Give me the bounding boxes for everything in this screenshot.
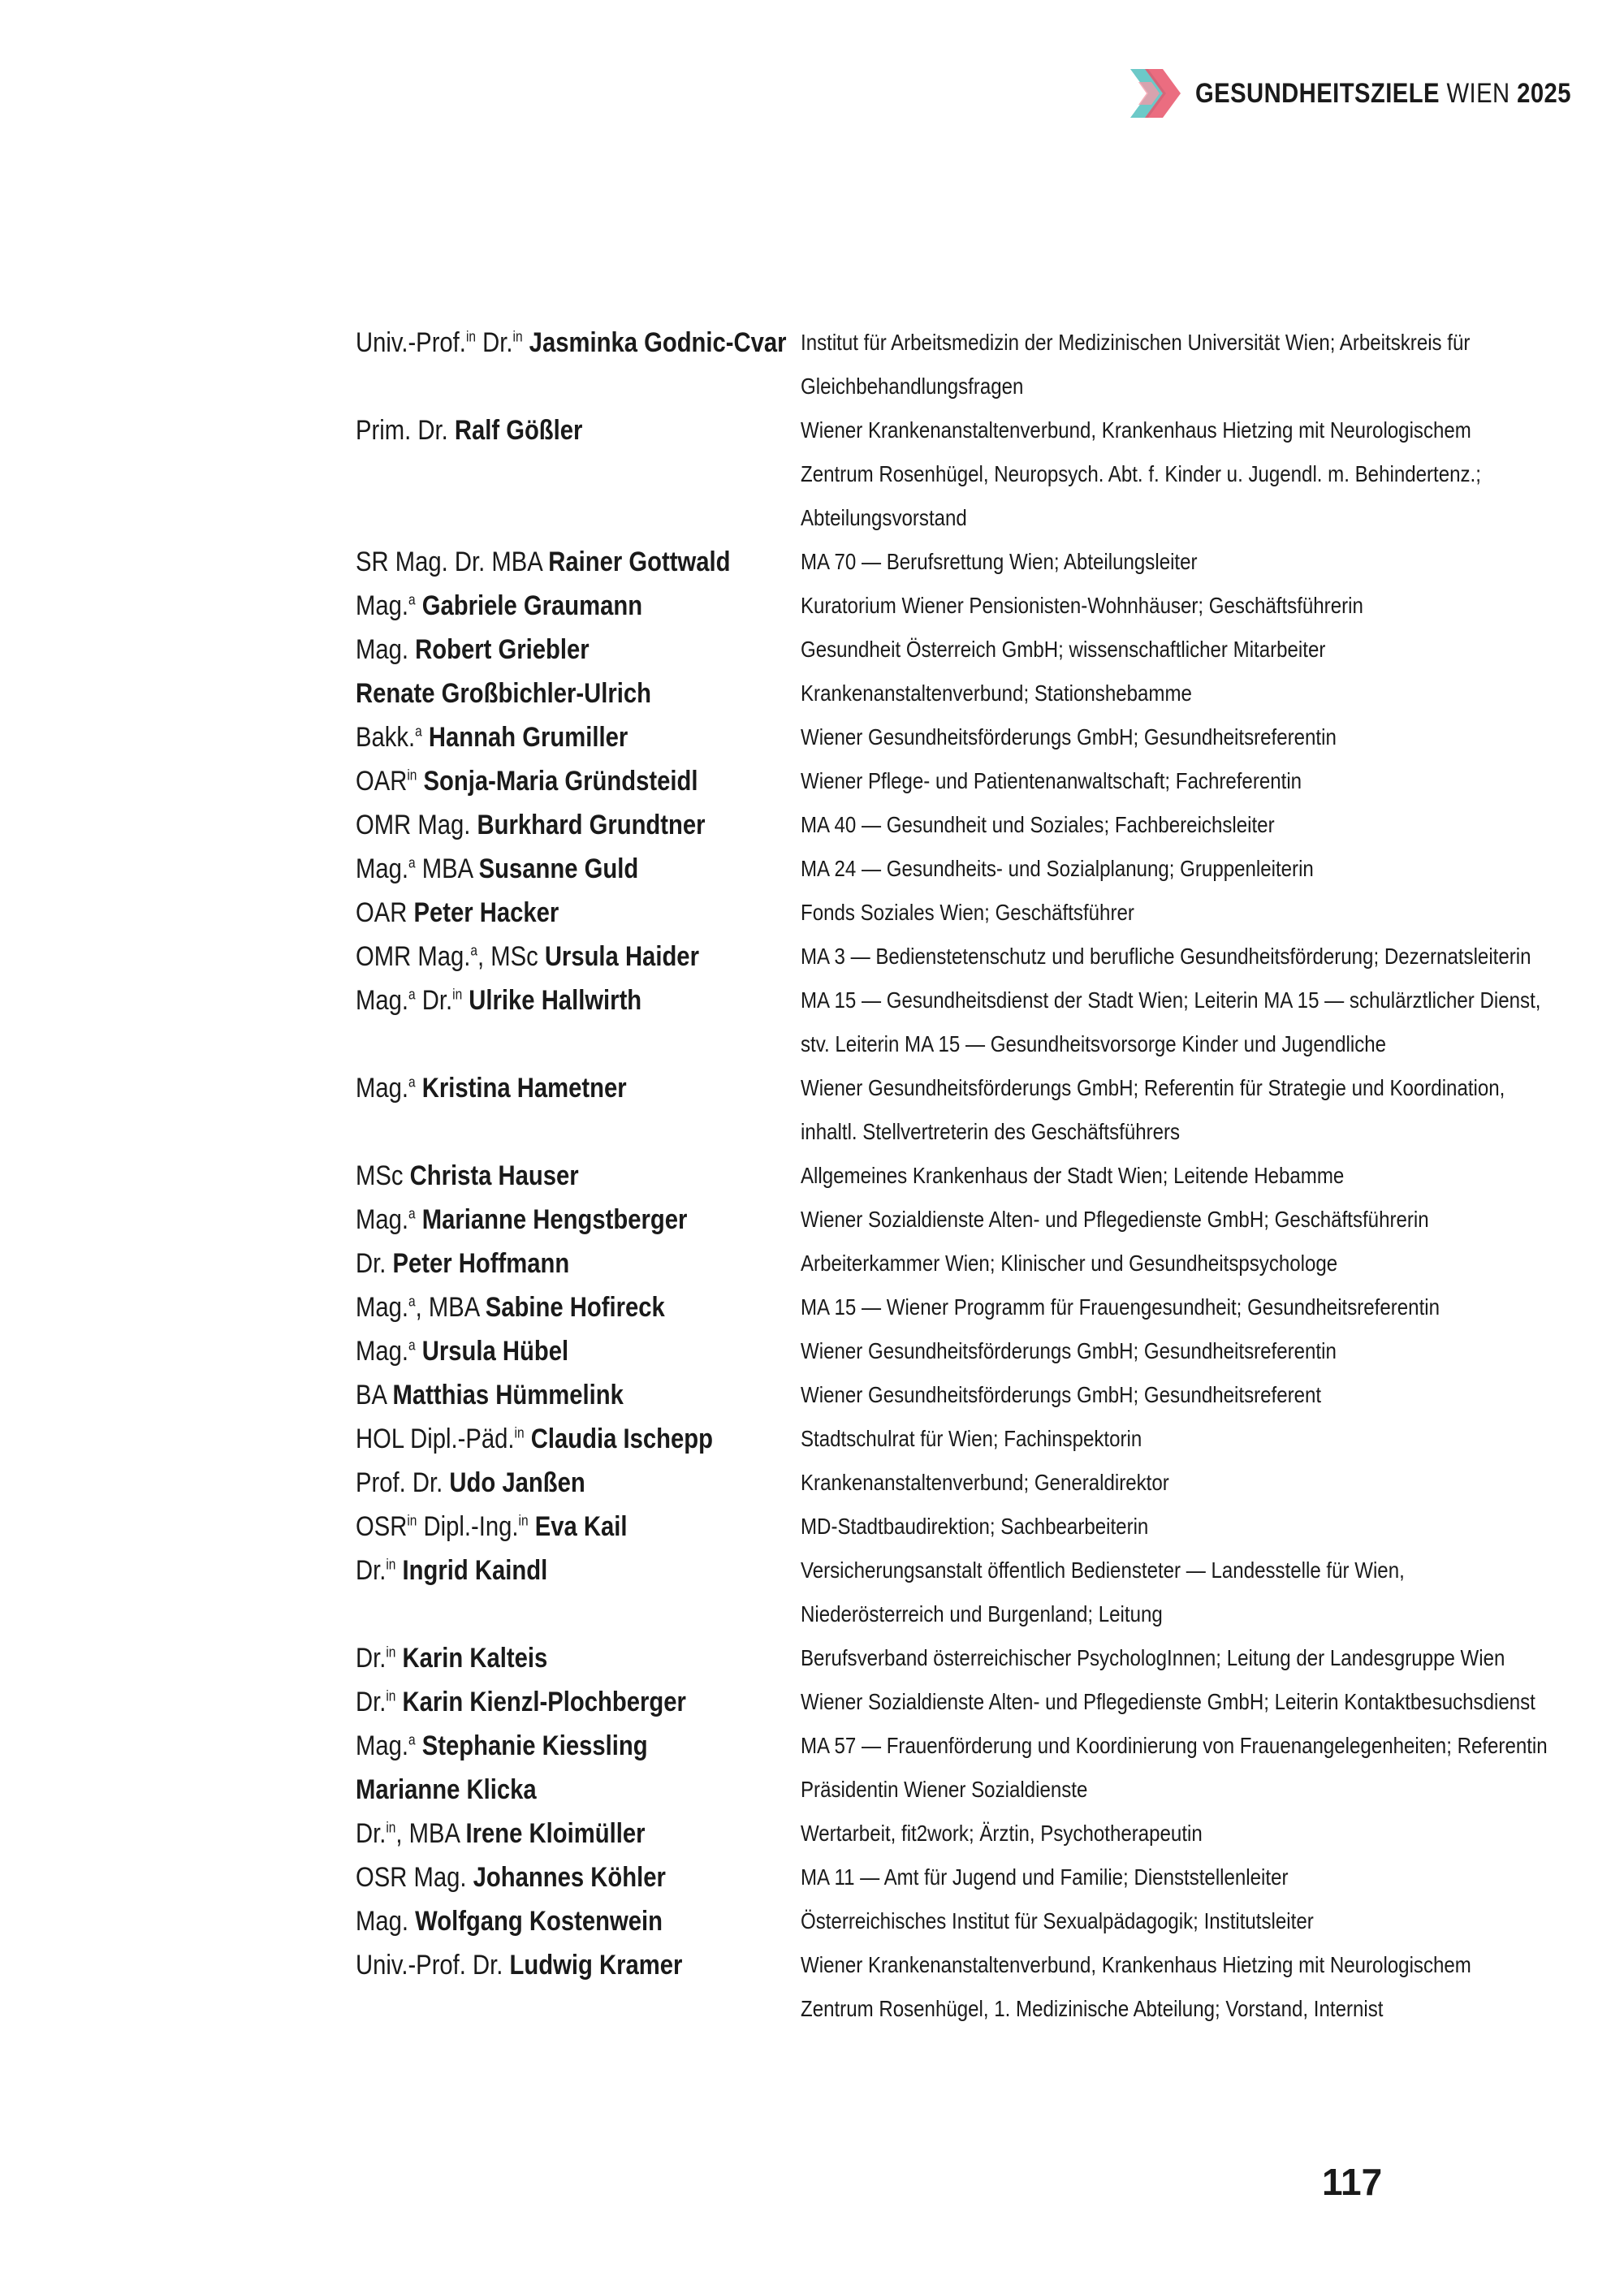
member-name: Mag.$^a$ Gabriele Graumann [356,590,643,621]
member-name: Mag.$^a$ Kristina Hametner [356,1073,627,1104]
member-affiliation [801,1066,1505,1154]
affiliation-line: Wiener Gesundheitsförderungs GmbH; Referentin für Strategie und Koordination, [801,1075,1505,1100]
member-affiliation [801,1943,1471,2031]
member-affiliation [801,1549,1452,1636]
member-entry [356,1636,1557,1680]
member-affiliation [801,715,1452,759]
member-name: Mag. Wolfgang Kostenwein [356,1906,663,1937]
member-entry [356,1373,1557,1417]
member-name: OAR Peter Hacker [356,897,559,928]
member-name: OMR Mag. Burkhard Grundtner [356,810,706,840]
member-entry [356,1549,1557,1636]
member-affiliation [801,672,1452,715]
member-entry [356,891,1557,935]
member-affiliation [801,1242,1452,1285]
member-entry [356,1899,1557,1943]
affiliation-line: Fonds Soziales Wien; Geschäftsführer [801,900,1134,925]
member-affiliation [801,540,1452,584]
affiliation-line: Wiener Gesundheitsförderungs GmbH; Gesundheitsreferentin [801,724,1337,750]
member-affiliation [801,1505,1452,1549]
member-name: Dr.$^{in}$ Ingrid Kaindl [356,1555,548,1586]
member-name: Univ.-Prof.$^{in}$ Dr.$^{in}$ Jasminka Godnic-Cvar [356,327,787,358]
member-name: OSR Mag. Johannes Köhler [356,1862,666,1893]
member-entry [356,935,1557,978]
affiliation-line: Österreichisches Institut für Sexualpädagogik; Institutsleiter [801,1908,1314,1933]
header-title: GESUNDHEITSZIELE WIEN 2025 [1195,77,1571,109]
member-entry [356,1154,1557,1198]
member-name: Bakk.$^a$ Hannah Grumiller [356,722,628,753]
affiliation-line: Zentrum Rosenhügel, Neuropsych. Abt. f. Kinder u. Jugendl. m. Behindertenz.; [801,461,1481,486]
member-entry [356,584,1557,628]
affiliation-line: Wiener Gesundheitsförderungs GmbH; Gesundheitsreferentin [801,1338,1337,1363]
member-entry [356,1285,1557,1329]
member-affiliation [801,935,1531,978]
member-entry [356,672,1557,715]
affiliation-line: Wiener Sozialdienste Alten- und Pflegedienste GmbH; Geschäftsführerin [801,1207,1429,1232]
member-name: Dr.$^{in}$, MBA Irene Kloimüller [356,1818,646,1849]
affiliation-line: Wiener Pflege- und Patientenanwaltschaft; Fachreferentin [801,768,1302,793]
member-affiliation [801,1855,1452,1899]
member-entry [356,628,1557,672]
affiliation-line: Wiener Sozialdienste Alten- und Pflegedienste GmbH; Leiterin Kontaktbesuchsdienst [801,1689,1535,1714]
affiliation-line: Arbeiterkammer Wien; Klinischer und Gesundheitspsychologe [801,1251,1338,1276]
affiliation-line: Krankenanstaltenverbund; Stationshebamme [801,680,1192,706]
page-header [1127,65,1624,122]
member-name: Dr. Peter Hoffmann [356,1248,570,1279]
member-entry [356,1855,1557,1899]
member-affiliation [801,1899,1452,1943]
member-name: Dr.$^{in}$ Karin Kalteis [356,1643,548,1674]
member-affiliation [801,408,1481,540]
member-entry [356,803,1557,847]
member-affiliation [801,847,1452,891]
affiliation-line: Gesundheit Österreich GmbH; wissenschaftlicher Mitarbeiter [801,637,1326,662]
affiliation-line: Allgemeines Krankenhaus der Stadt Wien; Leitende Hebamme [801,1163,1345,1188]
member-affiliation [801,584,1452,628]
affiliation-line: MA 70 — Berufsrettung Wien; Abteilungsleiter [801,549,1198,574]
member-affiliation [801,1724,1548,1768]
member-name: Mag.$^a$ Dr.$^{in}$ Ulrike Hallwirth [356,985,642,1016]
member-name: $OAR^{in}$ Sonja-Maria Gründsteidl [356,766,698,797]
affiliation-line: MA 15 — Gesundheitsdienst der Stadt Wien; Leiterin MA 15 — schulärztlicher Dienst, [801,987,1541,1013]
member-entry [356,1066,1557,1154]
member-name: OMR Mag.$^a$, MSc Ursula Haider [356,941,699,972]
affiliation-line: Stadtschulrat für Wien; Fachinspektorin [801,1426,1142,1451]
member-entry [356,321,1557,408]
member-affiliation [801,628,1452,672]
member-entry [356,1417,1557,1461]
affiliation-line: stv. Leiterin MA 15 — Gesundheitsvorsorge Kinder und Jugendliche [801,1031,1387,1056]
member-entry [356,1680,1557,1724]
affiliation-line: Wiener Gesundheitsförderungs GmbH; Gesundheitsreferent [801,1382,1322,1407]
member-entry [356,1329,1557,1373]
member-name: $OSR^{in}$ Dipl.-Ing.$^{in}$ Eva Kail [356,1511,628,1542]
affiliation-line: MA 57 — Frauenförderung und Koordinierung von Frauenangelegenheiten; Referentin [801,1733,1548,1758]
member-entry [356,847,1557,891]
member-name: Prof. Dr. Udo Janßen [356,1467,585,1498]
member-affiliation [801,1198,1452,1242]
member-name: Dr.$^{in}$ Karin Kienzl-Plochberger [356,1687,686,1717]
member-name: HOL Dipl.-Päd.$^{in}$ Claudia Ischepp [356,1423,713,1454]
affiliation-line: Wertarbeit, fit2work; Ärztin, Psychotherapeutin [801,1821,1203,1846]
affiliation-line: MA 15 — Wiener Programm für Frauengesundheit; Gesundheitsreferentin [801,1294,1440,1320]
member-affiliation [801,1812,1452,1855]
affiliation-line: MA 24 — Gesundheits- und Sozialplanung; Gruppenleiterin [801,856,1314,881]
member-name: Mag. Robert Griebler [356,634,590,665]
affiliation-line: Zentrum Rosenhügel, 1. Medizinische Abteilung; Vorstand, Internist [801,1996,1384,2021]
member-entry [356,1768,1557,1812]
member-name: Prim. Dr. Ralf Gößler [356,415,583,446]
affiliation-line: Gleichbehandlungsfragen [801,374,1024,399]
member-name: Mag.$^a$, MBA Sabine Hofireck [356,1292,665,1323]
member-entry [356,540,1557,584]
member-affiliation [801,1417,1452,1461]
member-affiliation [801,1768,1452,1812]
affiliation-line: MA 3 — Bedienstetenschutz und berufliche Gesundheitsförderung; Dezernatsleiterin [801,944,1531,969]
affiliation-line: MD-Stadtbaudirektion; Sachbearbeiterin [801,1514,1149,1539]
member-name: Renate Großbichler-Ulrich [356,678,651,709]
member-affiliation [801,1285,1452,1329]
member-entry [356,1461,1557,1505]
member-name: Mag.$^a$ Stephanie Kiessling [356,1730,648,1761]
member-entry [356,978,1557,1066]
member-name: Marianne Klicka [356,1774,537,1805]
member-name: Univ.-Prof. Dr. Ludwig Kramer [356,1950,683,1981]
member-affiliation [801,891,1452,935]
member-affiliation [801,1154,1452,1198]
member-entry [356,1812,1557,1855]
member-entry [356,1505,1557,1549]
member-entry [356,759,1557,803]
member-name: SR Mag. Dr. MBA Rainer Gottwald [356,546,731,577]
affiliation-line: Krankenanstaltenverbund; Generaldirektor [801,1470,1169,1495]
member-name: Mag.$^a$ MBA Susanne Guld [356,853,639,884]
member-affiliation [801,803,1452,847]
member-affiliation [801,759,1452,803]
member-affiliation [801,1373,1452,1417]
affiliation-line: Wiener Krankenanstaltenverbund, Krankenhaus Hietzing mit Neurologischem [801,1952,1471,1977]
affiliation-line: MA 40 — Gesundheit und Soziales; Fachbereichsleiter [801,812,1275,837]
affiliation-line: Institut für Arbeitsmedizin der Medizinischen Universität Wien; Arbeitskreis für [801,330,1471,355]
member-name: Mag.$^a$ Marianne Hengstberger [356,1204,688,1235]
affiliation-line: Berufsverband österreichischer PsychologInnen; Leitung der Landesgruppe Wien [801,1645,1505,1670]
member-name: Mag.$^a$ Ursula Hübel [356,1336,569,1367]
affiliation-line: Niederösterreich und Burgenland; Leitung [801,1601,1163,1627]
member-affiliation [801,1680,1535,1724]
member-entry [356,1242,1557,1285]
member-entry [356,408,1557,540]
affiliation-line: inhaltl. Stellvertreterin des Geschäftsführers [801,1119,1181,1144]
member-entry [356,1724,1557,1768]
member-affiliation [801,978,1540,1066]
affiliation-line: Versicherungsanstalt öffentlich Bediensteter — Landesstelle für Wien, [801,1557,1405,1583]
page-number: 117 [1322,2161,1383,2203]
member-name: MSc Christa Hauser [356,1160,579,1191]
member-affiliation [801,321,1470,408]
member-entry [356,1198,1557,1242]
affiliation-line: Präsidentin Wiener Sozialdienste [801,1777,1088,1802]
affiliation-line: Kuratorium Wiener Pensionisten-Wohnhäuser; Geschäftsführerin [801,593,1363,618]
member-affiliation [801,1636,1505,1680]
affiliation-line: Abteilungsvorstand [801,505,967,530]
affiliation-line: MA 11 — Amt für Jugend und Familie; Dienststellenleiter [801,1864,1289,1890]
member-affiliation [801,1329,1452,1373]
affiliation-line: Wiener Krankenanstaltenverbund, Krankenhaus Hietzing mit Neurologischem [801,417,1471,443]
member-entry [356,1943,1557,2031]
member-affiliation [801,1461,1452,1505]
member-name: BA Matthias Hümmelink [356,1380,624,1411]
member-list [356,321,1557,2031]
member-entry [356,715,1557,759]
gesundheitsziele-logo-icon [1127,66,1184,121]
